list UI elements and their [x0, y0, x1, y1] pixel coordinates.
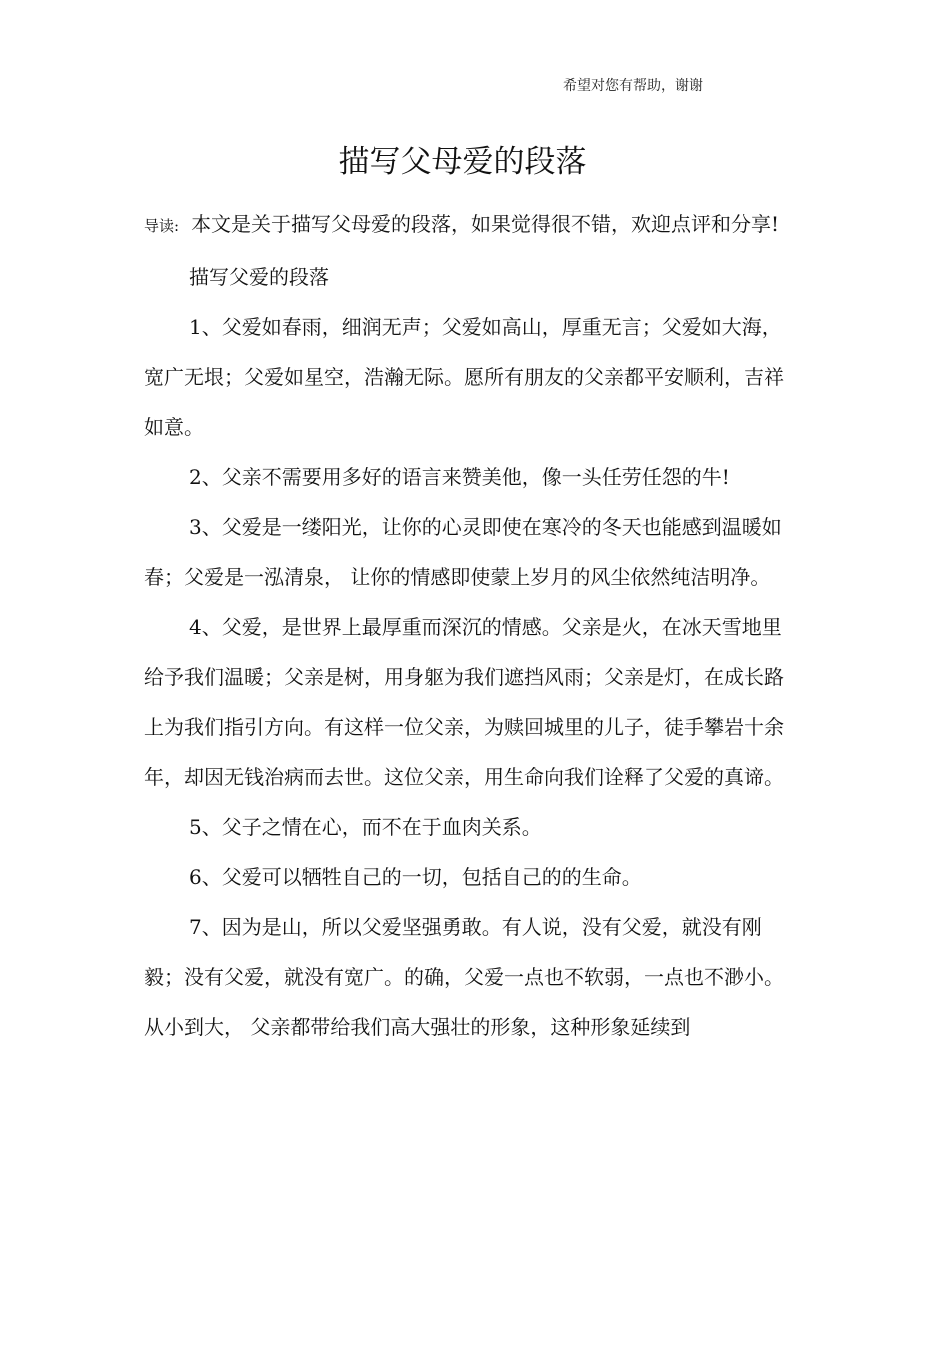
paragraph-7: 7、因为是山，所以父爱坚强勇敢。有人说，没有父爱，就没有刚毅；没有父爱，就没有宽广。的确，父爱一点也不软弱，一点也不渺小。从小到大， 父亲都带给我们高大强壮的形象，这种形象延续到 — [144, 915, 784, 1039]
intro-label: 导读: — [144, 217, 180, 235]
paragraph-2: 2、父亲不需要用多好的语言来赞美他，像一头任劳任怨的牛! — [189, 465, 730, 489]
page-title: 描写父母爱的段落 — [338, 144, 587, 180]
paragraph-5: 5、父子之情在心，而不在于血肉关系。 — [189, 815, 542, 839]
intro-paragraph — [144, 196, 789, 254]
header-note: 希望对您有帮助，谢谢 — [563, 78, 703, 94]
paragraph-4: 4、父爱，是世界上最厚重而深沉的情感。父亲是火，在冰天雪地里给予我们温暖；父亲是树，用身躯为我们遮挡风雨；父亲是灯，在成长路上为我们指引方向。有这样一位父亲，为赎回城里的儿子，徒手攀岩十余年，却因无钱治病而去世。这位父亲，用生命向我们诠释了父爱的真谛。 — [144, 615, 784, 789]
intro-text: 本文是关于描写父母爱的段落，如果觉得很不错，欢迎点评和分享! — [191, 212, 780, 236]
document-body — [144, 196, 789, 1052]
section-heading: 描写父爱的段落 — [189, 265, 329, 289]
paragraph-1: 1、父爱如春雨，细润无声；父爱如高山，厚重无言；父爱如大海，宽广无垠；父爱如星空，浩瀚无际。愿所有朋友的父亲都平安顺利，吉祥如意。 — [144, 315, 784, 439]
paragraph-6: 6、父爱可以牺牲自己的一切，包括自己的的生命。 — [189, 865, 642, 889]
paragraph-3: 3、父爱是一缕阳光，让你的心灵即使在寒冷的冬天也能感到温暖如春；父爱是一泓清泉， 让你的情感即使蒙上岁月的风尘依然纯洁明净。 — [144, 515, 782, 589]
